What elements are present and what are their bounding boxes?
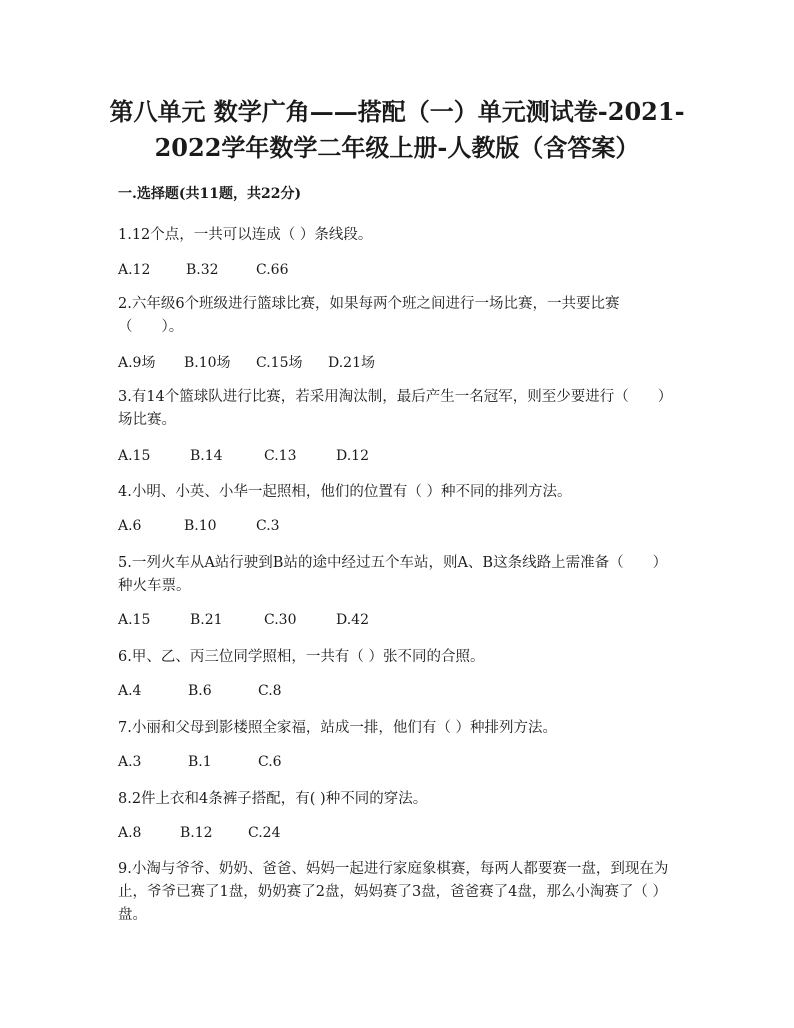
question-8-options — [118, 825, 280, 841]
option-b: B.12 — [180, 825, 213, 841]
option-d: D.42 — [336, 612, 369, 628]
question-7: 7.小丽和父母到影楼照全家福，站成一排，他们有（ ）种排列方法。 — [118, 720, 557, 736]
option-b: B.10 — [184, 518, 217, 534]
question-3: 3.有14个篮球队进行比赛，若采用淘汰制，最后产生一名冠军，则至少要进行（ ）场比赛。 — [118, 389, 673, 428]
question-4-options — [118, 518, 280, 534]
question-1: 1.12个点，一共可以连成（ ）条线段。 — [118, 227, 373, 243]
question-3-options — [118, 448, 369, 464]
option-c: C.66 — [256, 262, 289, 278]
document-title-line-1: 第八单元 数学广角——搭配（一）单元测试卷-2021- — [109, 97, 685, 126]
option-b: B.10场 — [184, 355, 231, 371]
option-a: A.8 — [118, 825, 142, 841]
question-5-options — [118, 612, 369, 628]
option-a: A.9场 — [118, 355, 156, 371]
option-c: C.13 — [264, 448, 297, 464]
option-a: A.15 — [118, 612, 151, 628]
option-b: B.14 — [190, 448, 223, 464]
option-c: C.15场 — [256, 355, 303, 371]
question-4: 4.小明、小英、小华一起照相，他们的位置有（ ）种不同的排列方法。 — [118, 484, 572, 500]
question-2-options — [118, 352, 375, 372]
option-c: C.3 — [256, 518, 280, 534]
option-a: A.12 — [118, 262, 151, 278]
question-9: 9.小淘与爷爷、奶奶、爸爸、妈妈一起进行家庭象棋赛，每两人都要赛一盘，到现在为止，爷爷已赛了1盘，奶奶赛了2盘，妈妈赛了3盘，爸爸赛了4盘，那么小淘赛了（ ）盘。 — [118, 861, 669, 923]
question-7-options — [118, 754, 282, 770]
option-b: B.6 — [188, 683, 212, 699]
option-c: C.6 — [258, 754, 282, 770]
question-2: 2.六年级6个班级进行篮球比赛，如果每两个班之间进行一场比赛，一共要比赛（ ）。 — [118, 296, 620, 335]
question-6-options — [118, 683, 282, 699]
option-b: B.21 — [190, 612, 223, 628]
question-6: 6.甲、乙、丙三位同学照相，一共有（ ）张不同的合照。 — [118, 649, 485, 665]
option-d: D.12 — [336, 448, 369, 464]
question-5: 5.一列火车从A站行驶到B站的途中经过五个车站，则A、B这条线路上需准备（ ）种火车票。 — [118, 555, 668, 594]
option-a: A.15 — [118, 448, 151, 464]
option-c: C.24 — [248, 825, 281, 841]
option-a: A.3 — [118, 754, 142, 770]
option-b: B.32 — [186, 262, 219, 278]
option-b: B.1 — [188, 754, 212, 770]
option-d: D.21场 — [328, 355, 375, 371]
question-8: 8.2件上衣和4条裤子搭配，有( )种不同的穿法。 — [118, 791, 428, 807]
option-c: C.30 — [264, 612, 297, 628]
section-heading: 一.选择题(共11题，共22分) — [118, 186, 302, 202]
document-title-line-2: 2022学年数学二年级上册-人教版（含答案） — [154, 133, 640, 162]
option-c: C.8 — [258, 683, 282, 699]
option-a: A.6 — [118, 518, 142, 534]
option-a: A.4 — [118, 683, 142, 699]
question-1-options — [118, 262, 288, 278]
